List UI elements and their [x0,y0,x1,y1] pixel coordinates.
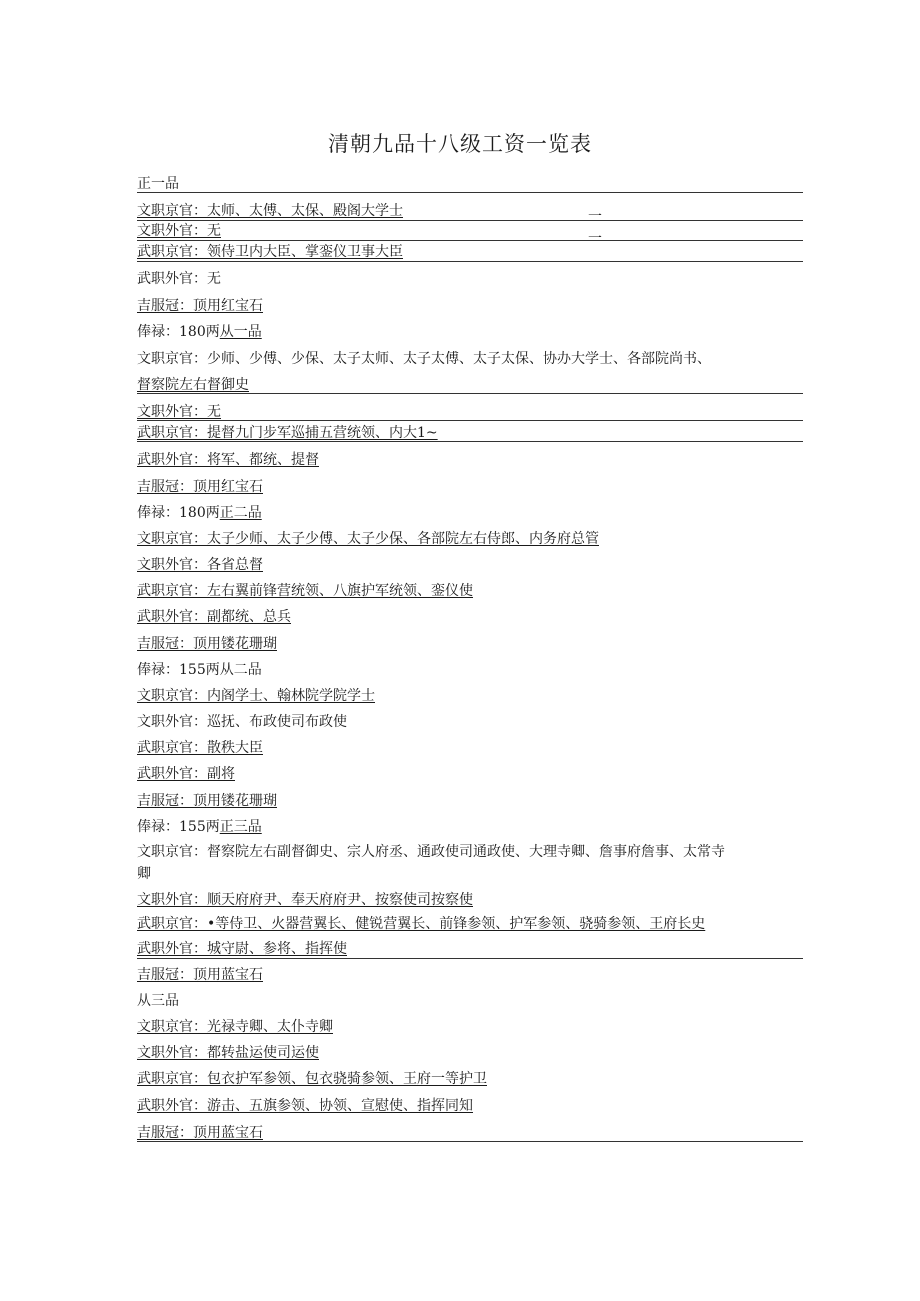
line-text: 吉服冠：顶用红宝石 [137,298,263,314]
row-divider [137,220,803,221]
list-line [137,1018,803,1036]
list-line [137,350,803,368]
row-divider [137,261,803,262]
line-text: 文职外官：都转盐运使司运使 [137,1045,319,1061]
line-text: 武职外官：无 [137,271,221,287]
line-text: 文职外官：无 [137,404,221,420]
line-text: 吉服冠：顶用红宝石 [137,479,263,495]
line-text: 俸禄：180两 [137,324,220,340]
line-text: 吉服冠：顶用蓝宝石 [137,967,263,983]
row-divider [137,420,803,421]
page-title: 清朝九品十八级工资一览表 [328,132,592,156]
list-line [137,1097,803,1115]
list-line [137,818,803,836]
line-text: 正一品 [137,176,179,192]
list-line [137,175,803,193]
line-text: 武职京官：左右翼前锋营统领、八旗护军统领、銮仪使 [137,583,473,599]
rank-heading: 正二品 [219,505,262,521]
list-line [137,915,803,933]
list-line [137,1124,803,1142]
list-line [137,403,803,421]
stray-mark: 一 [588,209,602,225]
line-text: 文职京官：太师、太傅、太保、殿阁大学士 [137,203,403,219]
line-text: 吉服冠：顶用镂花珊瑚 [137,636,277,652]
line-text: 吉服冠：顶用镂花珊瑚 [137,793,277,809]
line-text: 文职京官：督察院左右副督御史、宗人府丞、通政使司通政使、大理寺卿、詹事府詹事、太常寺 [137,844,725,860]
list-line [137,270,803,288]
line-text: 武职外官：副将 [137,766,235,782]
list-line [137,966,803,984]
list-line [137,451,803,469]
stray-mark: 一 [588,231,602,247]
line-text: 卿 [137,866,151,882]
line-text: 武职京官：•等侍卫、火器营翼长、健锐营翼长、前锋参领、护军参领、骁骑参领、王府长史 [137,916,706,932]
line-text: 武职京官：包衣护军参领、包衣骁骑参领、王府一等护卫 [137,1071,487,1087]
line-text: 俸禄：180两 [137,505,220,521]
list-line [137,865,803,883]
line-text: 文职京官：内阁学士、翰林院学院学士 [137,688,375,704]
list-line [137,478,803,496]
list-line [137,556,803,574]
list-line [137,222,803,240]
line-text: 俸禄：155两从二品 [137,662,262,678]
line-text: 吉服冠：顶用蓝宝石 [137,1125,263,1141]
line-text: 督察院左右督御史 [137,377,249,393]
list-line [137,940,803,958]
line-text: 武职京官：提督九门步军巡捕五营统领、内大1~ [137,425,438,441]
list-line [137,843,803,861]
list-line [137,792,803,810]
row-divider [137,1141,803,1142]
line-text: 文职外官：巡抚、布政使司布政使 [137,714,347,730]
list-line [137,608,803,626]
row-divider [137,441,803,442]
list-line [137,582,803,600]
line-text: 武职京官：散秩大臣 [137,740,263,756]
line-text: 武职外官：将军、都统、提督 [137,452,319,468]
row-divider [137,240,803,241]
list-line [137,323,803,341]
list-line [137,530,803,548]
rank-heading: 从一品 [219,324,262,340]
row-divider [137,393,803,394]
rank-heading: 正三品 [219,819,262,835]
line-text: 武职外官：城守尉、参将、指挥使 [137,941,347,957]
list-line [137,424,803,442]
row-divider [137,958,803,959]
row-divider [137,192,803,193]
line-text: 文职外官：各省总督 [137,557,263,573]
list-line [137,1044,803,1062]
list-line [137,635,803,653]
line-text: 武职京官：领侍卫内大臣、掌銮仪卫事大臣 [137,244,403,260]
line-text: 文职京官：光禄寺卿、太仆寺卿 [137,1019,333,1035]
line-text: 文职外官：无 [137,223,221,239]
list-line [137,661,803,679]
list-line [137,504,803,522]
line-text: 武职外官：游击、五旗参领、协领、宣慰使、指挥同知 [137,1098,473,1114]
line-text: 文职外官：顺天府府尹、奉天府府尹、按察使司按察使 [137,892,473,908]
list-line [137,687,803,705]
line-text: 从三品 [137,993,179,1009]
list-line [137,202,803,220]
list-line [137,765,803,783]
list-line [137,992,803,1010]
line-text: 武职外官：副都统、总兵 [137,609,291,625]
list-line [137,1070,803,1088]
list-line [137,376,803,394]
line-text: 俸禄：155两 [137,819,220,835]
list-line [137,243,803,261]
list-line [137,713,803,731]
line-text: 文职京官：太子少师、太子少傅、太子少保、各部院左右侍郎、内务府总管 [137,531,599,547]
list-line [137,739,803,757]
list-line [137,297,803,315]
list-line [137,891,803,909]
line-text: 文职京官：少师、少傅、少保、太子太师、太子太傅、太子太保、协办大学士、各部院尚书、 [137,351,711,367]
